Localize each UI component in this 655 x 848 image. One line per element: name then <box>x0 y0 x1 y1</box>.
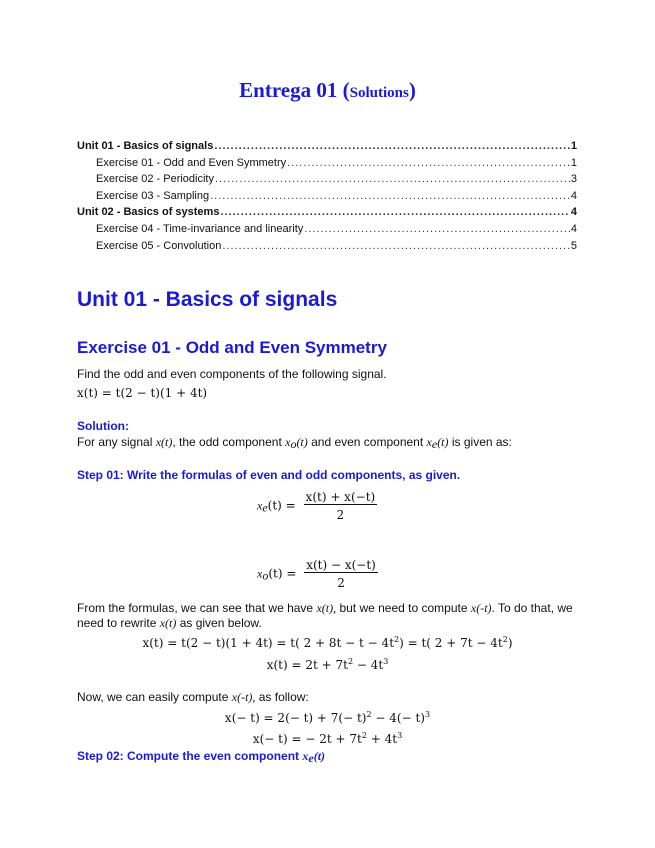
text-run: as given below. <box>176 616 262 630</box>
toc-leader-dots <box>222 240 570 252</box>
negation-line-1 <box>0 710 655 725</box>
title-close: ) <box>408 78 416 102</box>
math-run: x(t) <box>155 435 173 449</box>
math-sup: 2 <box>361 731 367 740</box>
math-run: − 4t <box>353 658 384 672</box>
math-run: x <box>257 498 263 513</box>
math-sub: o <box>262 568 269 583</box>
rewrite-paragraph <box>77 601 582 631</box>
toc-entry-page: 4 <box>570 222 577 235</box>
toc-entry[interactable] <box>77 240 577 257</box>
title-sub: Solutions <box>349 85 409 101</box>
intro-text: Find the odd and even components of the following signal. <box>77 367 387 381</box>
math-run: x <box>426 435 432 449</box>
math-sup: 3 <box>383 657 389 666</box>
toc-entry[interactable] <box>77 157 577 174</box>
expansion-line-2 <box>0 657 655 672</box>
toc-entry-page: 4 <box>570 206 577 219</box>
math-run: (t) = <box>268 566 297 581</box>
math-run: + 4t <box>366 732 398 746</box>
text-run: From the formulas, we can see that we have <box>77 601 317 615</box>
compute-paragraph <box>77 690 582 705</box>
text-run: Now, we can easily compute <box>77 690 232 704</box>
math-run: x(-t) <box>470 601 492 615</box>
math-run: x(− t) = − 2t + 7t <box>252 732 362 746</box>
toc-entry[interactable] <box>77 173 577 190</box>
text-run: as follow: <box>255 690 309 704</box>
toc-entry-label: Exercise 02 - Periodicity <box>96 173 214 186</box>
toc-entry[interactable] <box>77 190 577 207</box>
math-run: x(t) = 2t + 7t <box>266 658 348 672</box>
step-02-heading <box>77 749 582 766</box>
toc-entry-label: Exercise 01 - Odd and Even Symmetry <box>96 156 287 169</box>
math-run: x(t) <box>159 616 177 630</box>
denominator: 2 <box>336 508 345 522</box>
math-run: x(-t), <box>231 690 256 704</box>
math-run: (t) <box>313 749 326 763</box>
toc-entry-label: Unit 01 - Basics of signals <box>77 140 214 152</box>
text-run: , the odd component <box>172 435 286 449</box>
math-sub: o <box>290 437 297 451</box>
math-sub: e <box>262 500 268 515</box>
math-run: ) <box>507 636 513 650</box>
math-sup: 3 <box>424 710 431 719</box>
toc-leader-dots <box>220 206 569 218</box>
toc-entry-page: 5 <box>570 239 577 252</box>
toc-entry[interactable] <box>77 223 577 240</box>
math-run: x <box>285 435 291 449</box>
math-run: x(t), <box>316 601 337 615</box>
text-run: Step 02: Compute the even component <box>77 749 303 763</box>
math-run: (t) <box>437 435 449 449</box>
toc-entry-page: 1 <box>570 140 577 152</box>
toc-leader-dots <box>215 173 570 185</box>
text-run: . To do that, we need to rewrite <box>77 601 573 630</box>
toc-leader-dots <box>304 223 570 235</box>
text-run: and even component <box>307 435 427 449</box>
text-run: is given as: <box>448 435 512 449</box>
table-of-contents <box>77 140 577 256</box>
math-sup: 2 <box>394 635 400 644</box>
toc-entry-page: 4 <box>570 189 577 202</box>
toc-entry-label: Unit 02 - Basics of systems <box>77 206 220 219</box>
math-sub: e <box>431 437 438 451</box>
expansion-line-1 <box>0 635 655 650</box>
signal-equation: x(t) = t(2 − t)(1 + 4t) <box>77 386 208 400</box>
step-01-heading: Step 01: Write the formulas of even and odd components, as given. <box>77 468 461 482</box>
toc-entry-page: 3 <box>570 173 577 186</box>
solution-text <box>77 435 582 452</box>
denominator: 2 <box>337 576 345 590</box>
unit-heading: Unit 01 - Basics of signals <box>77 288 338 311</box>
toc-entry-label: Exercise 04 - Time-invariance and linearity <box>96 222 304 235</box>
toc-entry-label: Exercise 05 - Convolution <box>96 239 222 252</box>
toc-leader-dots <box>287 157 570 169</box>
toc-leader-dots <box>214 140 570 152</box>
math-run: ) = t( 2 + 7t − 4t <box>399 636 503 650</box>
toc-entry[interactable] <box>77 206 577 223</box>
text-run: For any signal <box>77 435 156 449</box>
math-sup: 2 <box>347 657 354 666</box>
math-sup: 3 <box>397 731 403 740</box>
title-main: Entrega 01 ( <box>239 78 350 102</box>
math-run: x <box>302 749 309 763</box>
math-run: x <box>257 566 263 581</box>
formula-odd <box>257 558 378 590</box>
toc-entry[interactable] <box>77 140 577 157</box>
formula-even <box>257 490 377 522</box>
exercise-heading: Exercise 01 - Odd and Even Symmetry <box>77 338 387 357</box>
fraction <box>304 490 378 522</box>
text-run: but we need to compute <box>336 601 471 615</box>
toc-entry-page: 1 <box>570 156 577 169</box>
negation-line-2 <box>0 731 655 746</box>
math-sub: e <box>308 751 314 765</box>
fraction <box>304 558 378 590</box>
math-sup: 2 <box>502 635 508 644</box>
math-run: x(− t) = 2(− t) + 7(− t) <box>224 711 367 725</box>
toc-entry-label: Exercise 03 - Sampling <box>96 189 210 202</box>
math-sup: 2 <box>366 710 372 719</box>
math-run: − 4(− t) <box>371 711 425 725</box>
numerator: x(t) + x(−t) <box>305 490 376 504</box>
math-run: (t) <box>296 435 308 449</box>
math-run: (t) = <box>267 498 296 513</box>
toc-leader-dots <box>210 190 570 202</box>
solution-label: Solution: <box>77 419 129 433</box>
math-run: x(t) = t(2 − t)(1 + 4t) = t( 2 + 8t − t − 4t <box>142 636 395 650</box>
document-title <box>0 78 655 103</box>
numerator: x(t) − x(−t) <box>306 558 376 572</box>
